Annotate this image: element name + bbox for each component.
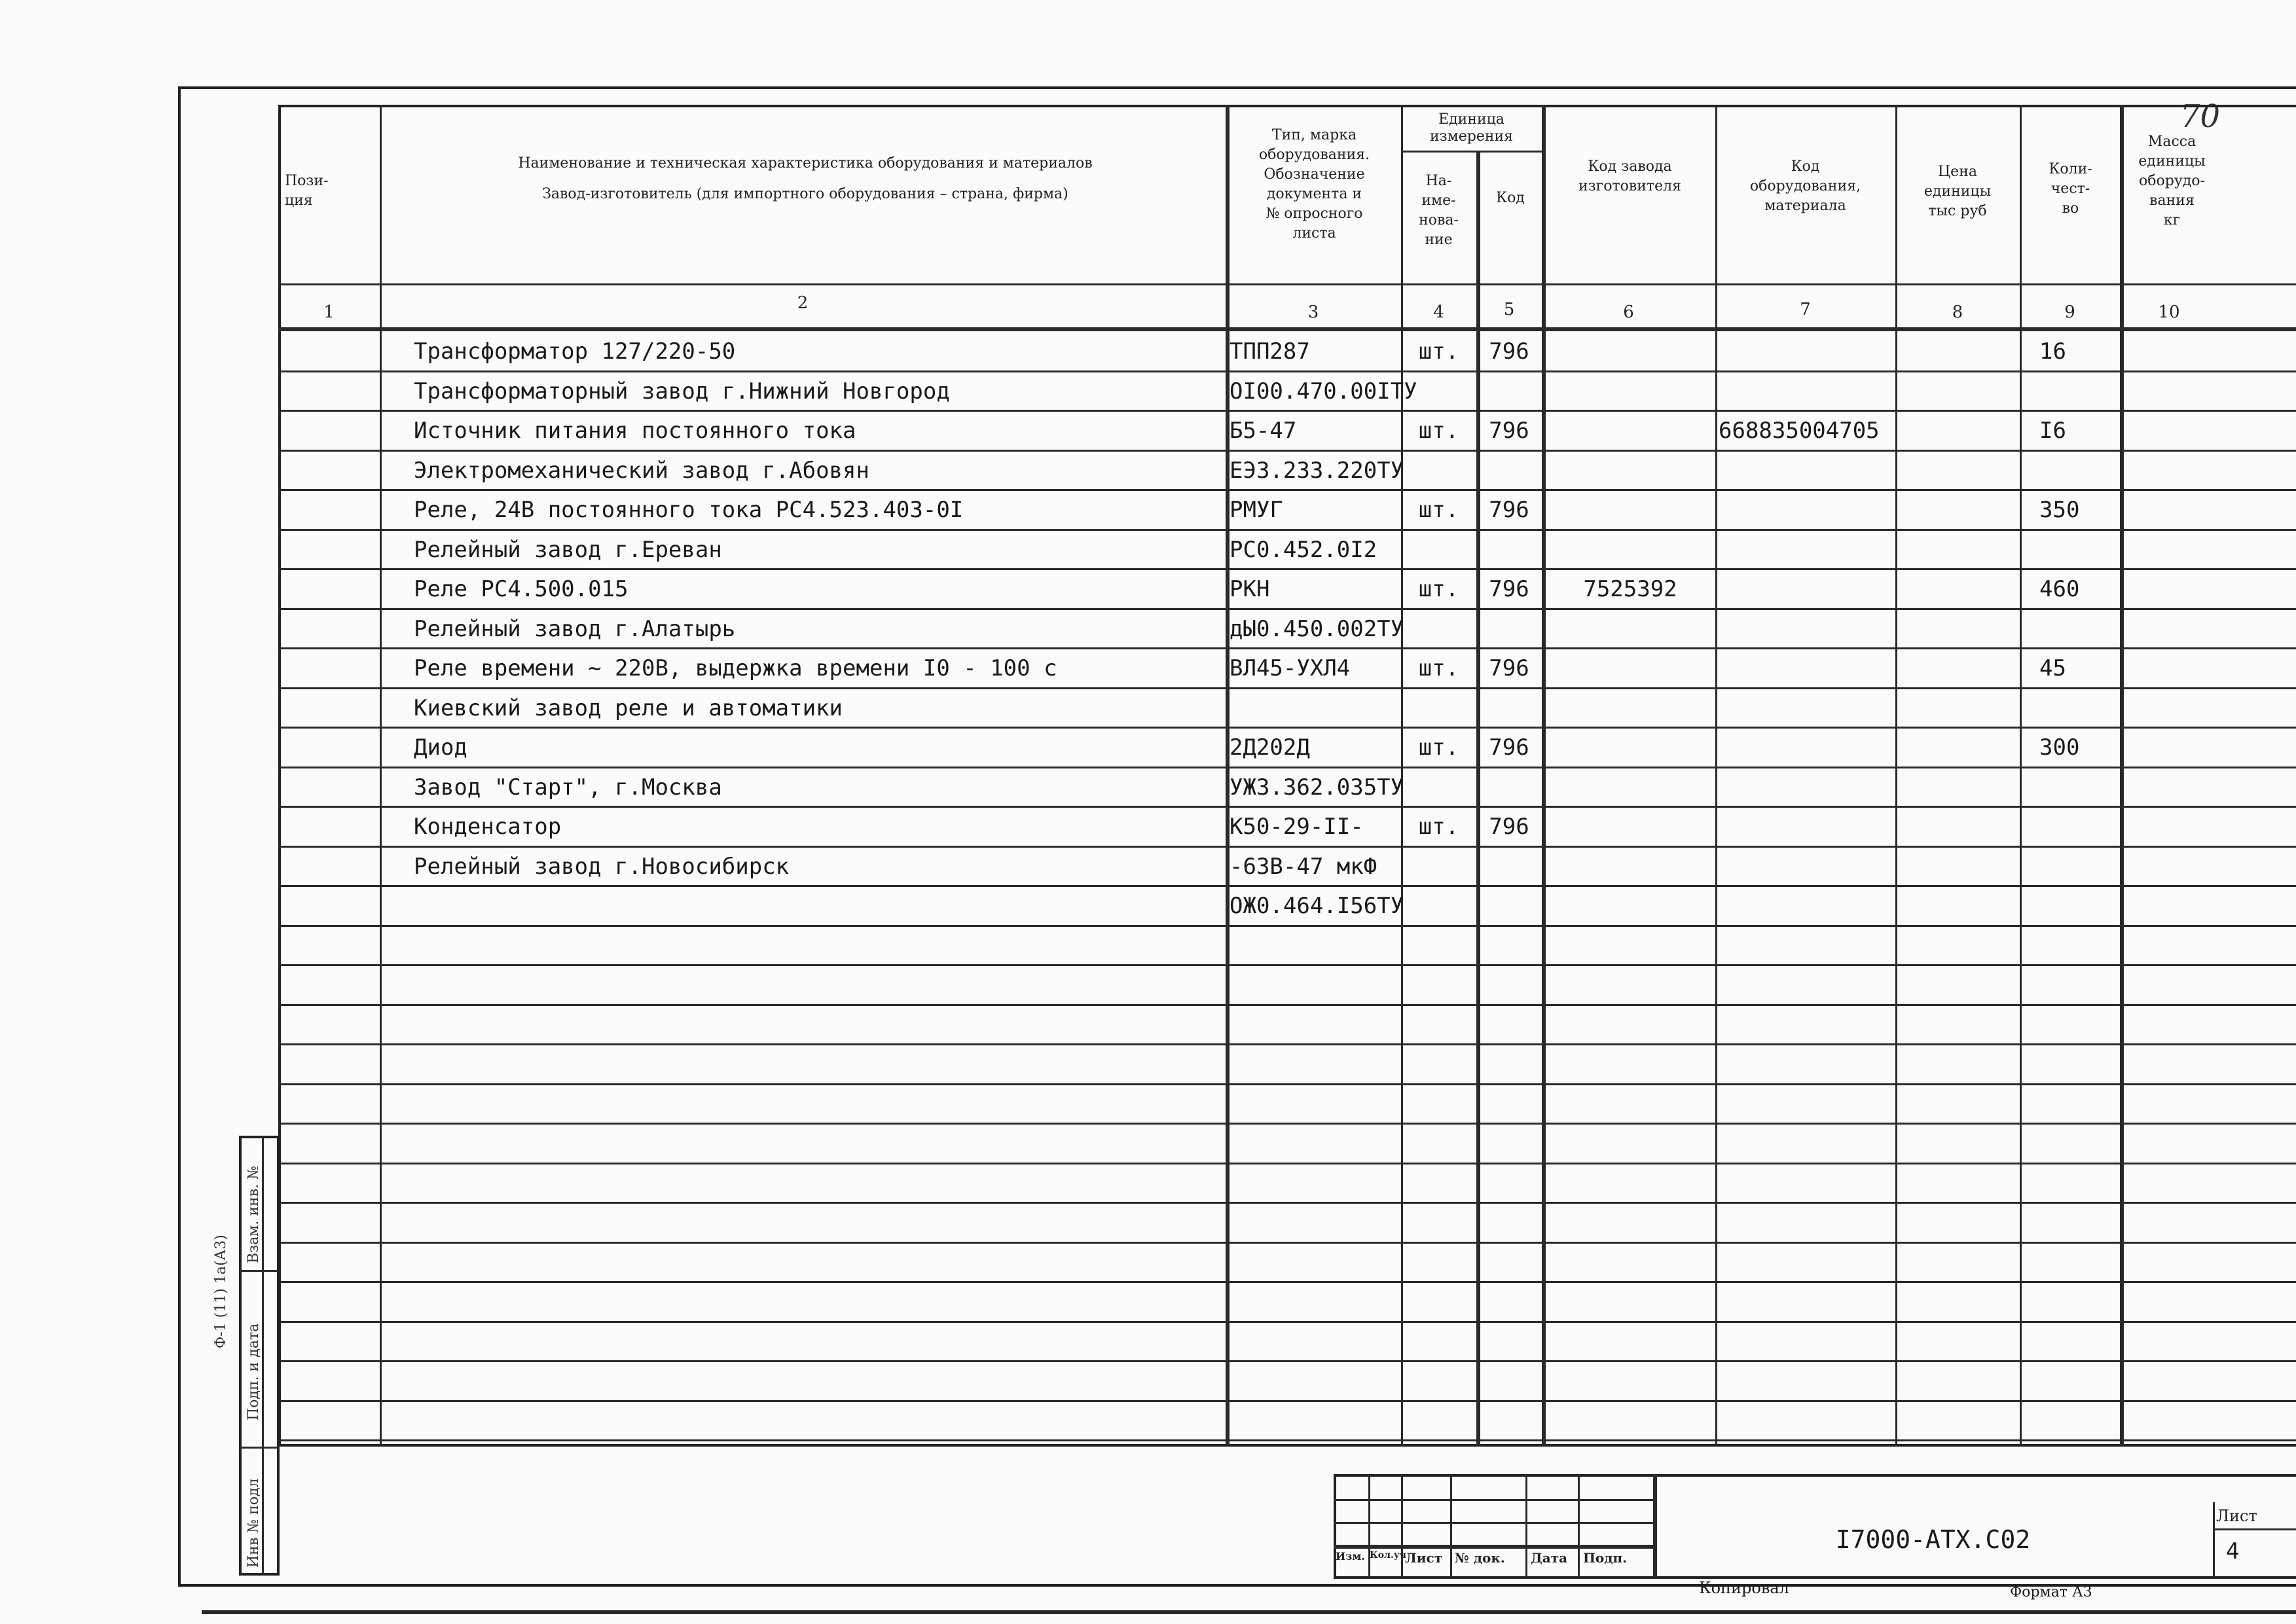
cell-type: Б5-47	[1230, 418, 1297, 444]
row-line	[278, 727, 2296, 729]
cell-name: Завод "Старт", г.Москва	[414, 774, 722, 801]
stamp-v1	[1368, 1474, 1370, 1579]
header-unit-name: На- име- нова- ние	[1419, 173, 1459, 248]
stamp-hdr-izm: Изм.	[1336, 1550, 1365, 1562]
colnum-6: 6	[1623, 302, 1634, 322]
cell-name: Диод	[414, 734, 467, 761]
stamp-hdr-doc: № док.	[1455, 1550, 1505, 1566]
colnum-2: 2	[797, 293, 809, 313]
cell-name: Реле времени ~ 220В, выдержка времени I0 - 100 с	[414, 655, 1057, 681]
stamp-h2	[1334, 1522, 1653, 1524]
header-position: Пози- ция	[285, 173, 329, 209]
footer-copied: Копировал	[1699, 1579, 1789, 1597]
row-line	[278, 450, 2296, 452]
header-name-line2: Завод-изготовитель (для импортного оборудования – страна, фирма)	[542, 186, 1068, 202]
row-line	[278, 846, 2296, 848]
cell-type: ТПП287	[1230, 338, 1310, 365]
stamp-v3	[1450, 1474, 1452, 1579]
stamp-h3	[1334, 1545, 1653, 1549]
colnum-10: 10	[2158, 302, 2180, 322]
row-line	[278, 529, 2296, 531]
cell-type: 2Д202Д	[1230, 734, 1310, 761]
row-line	[278, 687, 2296, 689]
unit-group-divider	[1401, 151, 1542, 153]
cell-unit: шт.	[1418, 576, 1459, 602]
cell-type: ОЖ0.464.I56ТУ	[1230, 893, 1404, 919]
cell-quantity: 300	[2039, 734, 2080, 761]
row-line	[278, 1004, 2296, 1006]
cell-quantity: I6	[2039, 418, 2066, 444]
stamp-v2	[1401, 1474, 1403, 1579]
stamp-hdr-sign: Подп.	[1583, 1550, 1628, 1566]
cell-factory-code: 7525392	[1583, 576, 1677, 602]
stamp-v4	[1525, 1474, 1527, 1579]
cell-unit-code: 796	[1489, 576, 1529, 602]
side-stamp-sep-2	[239, 1447, 280, 1449]
row-line	[278, 410, 2296, 412]
cell-name: Реле РС4.500.015	[414, 576, 629, 602]
colnum-1: 1	[323, 302, 335, 322]
row-line	[278, 1083, 2296, 1085]
header-factory-code: Код завода изготовителя	[1578, 158, 1681, 194]
cell-type: ЕЭЗ.233.220ТУ	[1230, 458, 1404, 484]
sheet-number: 4	[2226, 1538, 2240, 1564]
cell-name: Реле, 24В постоянного тока РС4.523.403-0I	[414, 497, 964, 523]
cell-type: РКН	[1230, 576, 1270, 602]
sheet-h	[2213, 1528, 2296, 1530]
cell-unit: шт.	[1418, 338, 1459, 365]
header-unit-code: Код	[1496, 190, 1525, 206]
stamp-hdr-list: Лист	[1405, 1550, 1443, 1566]
cell-quantity: 460	[2039, 576, 2080, 602]
row-line	[278, 489, 2296, 491]
row-line	[278, 647, 2296, 649]
colnum-divider	[278, 327, 2296, 331]
header-unit-group: Единица измерения	[1429, 111, 1514, 145]
side-stamp-divider	[262, 1136, 264, 1576]
document-code: I7000-АТХ.С02	[1835, 1525, 2031, 1554]
side-stamp-sep-1	[239, 1270, 280, 1272]
row-line	[278, 370, 2296, 372]
header-type: Тип, марка оборудования. Обозначение документа и № опросного листа	[1258, 127, 1370, 242]
row-line	[278, 568, 2296, 570]
sheet-label: Лист	[2216, 1507, 2257, 1525]
cell-quantity: 350	[2039, 497, 2080, 523]
header-mass: Масса единицы оборудо- вания кг	[2138, 134, 2206, 228]
cell-unit: шт.	[1418, 734, 1459, 761]
row-line	[278, 885, 2296, 887]
row-line	[278, 1043, 2296, 1045]
cell-name: Киевский завод реле и автоматики	[414, 695, 843, 721]
cell-type: дЫ0.450.002ТУ	[1230, 616, 1404, 642]
cell-type: УЖЗ.362.035ТУ	[1230, 774, 1404, 801]
bottom-border	[202, 1610, 2296, 1614]
cell-unit-code: 796	[1489, 418, 1529, 444]
cell-unit: шт.	[1418, 655, 1459, 681]
cell-quantity: 16	[2039, 338, 2066, 365]
cell-equipment-code: 668835004705	[1719, 418, 1880, 444]
cell-unit-code: 796	[1489, 814, 1529, 840]
cell-unit: шт.	[1418, 418, 1459, 444]
row-line	[278, 1281, 2296, 1283]
row-line	[278, 1242, 2296, 1244]
cell-type: ВЛ45-УХЛ4	[1230, 655, 1351, 681]
cell-name: Релейный завод г.Новосибирск	[414, 854, 790, 880]
stamp-hdr-kol: Кол.уч	[1370, 1550, 1407, 1561]
cell-unit-code: 796	[1489, 655, 1529, 681]
cell-type: К50-29-II-	[1230, 814, 1364, 840]
row-line	[278, 806, 2296, 808]
header-unit-price: Цена единицы тыс руб	[1923, 164, 1992, 219]
row-line	[278, 1360, 2296, 1362]
row-line	[278, 767, 2296, 768]
stamp-hdr-date: Дата	[1531, 1550, 1568, 1566]
cell-name: Трансформатор 127/220-50	[414, 338, 736, 365]
header-divider	[278, 283, 2296, 285]
cell-unit: шт.	[1418, 497, 1459, 523]
row-line	[278, 925, 2296, 927]
row-line	[278, 1163, 2296, 1164]
side-caption: Ф-1 (11) 1а(А3)	[213, 1235, 229, 1348]
header-equipment-code: Код оборудования, материала	[1749, 158, 1861, 214]
side-label-inv: Инв № подл	[246, 1478, 262, 1568]
colnum-4: 4	[1433, 302, 1444, 322]
side-label-signature: Подп. и дата	[246, 1323, 262, 1420]
cell-name: Электромеханический завод г.Абовян	[414, 458, 869, 484]
cell-quantity: 45	[2039, 655, 2066, 681]
cell-unit-code: 796	[1489, 497, 1529, 523]
cell-name: Конденсатор	[414, 814, 562, 840]
handwritten-page-number: 70	[2180, 98, 2221, 135]
stamp-v5	[1578, 1474, 1580, 1579]
colnum-3: 3	[1307, 302, 1319, 322]
header-name-line1: Наименование и техническая характеристика оборудования и материалов	[518, 155, 1093, 171]
cell-type: РС0.452.0I2	[1230, 537, 1377, 563]
sheet-divider	[2213, 1502, 2215, 1579]
row-line	[278, 1123, 2296, 1125]
side-label-replace: Взам. инв. №	[246, 1166, 262, 1263]
header-quantity: Коли- чест- во	[2049, 161, 2092, 217]
colnum-8: 8	[1952, 302, 1963, 322]
cell-name: Релейный завод г.Алатырь	[414, 616, 736, 642]
cell-type: ОI00.470.00IТУ	[1230, 378, 1417, 405]
row-line	[278, 964, 2296, 966]
colnum-5: 5	[1503, 300, 1515, 319]
colnum-9: 9	[2064, 302, 2075, 322]
cell-unit-code: 796	[1489, 734, 1529, 761]
footer-format: Формат А3	[2010, 1584, 2092, 1600]
cell-unit: шт.	[1418, 814, 1459, 840]
cell-type: РМУГ	[1230, 497, 1283, 523]
cell-type: -63В-47 мкФ	[1230, 854, 1377, 880]
stamp-h1	[1334, 1499, 1653, 1501]
colnum-7: 7	[1800, 300, 1811, 319]
row-line	[278, 1321, 2296, 1323]
row-line	[278, 1400, 2296, 1402]
row-line	[278, 1202, 2296, 1204]
cell-unit-code: 796	[1489, 338, 1529, 365]
cell-name: Источник питания постоянного тока	[414, 418, 856, 444]
row-line	[278, 608, 2296, 610]
row-line	[278, 1439, 2296, 1441]
cell-name: Трансформаторный завод г.Нижний Новгород	[414, 378, 950, 405]
cell-name: Релейный завод г.Ереван	[414, 537, 722, 563]
